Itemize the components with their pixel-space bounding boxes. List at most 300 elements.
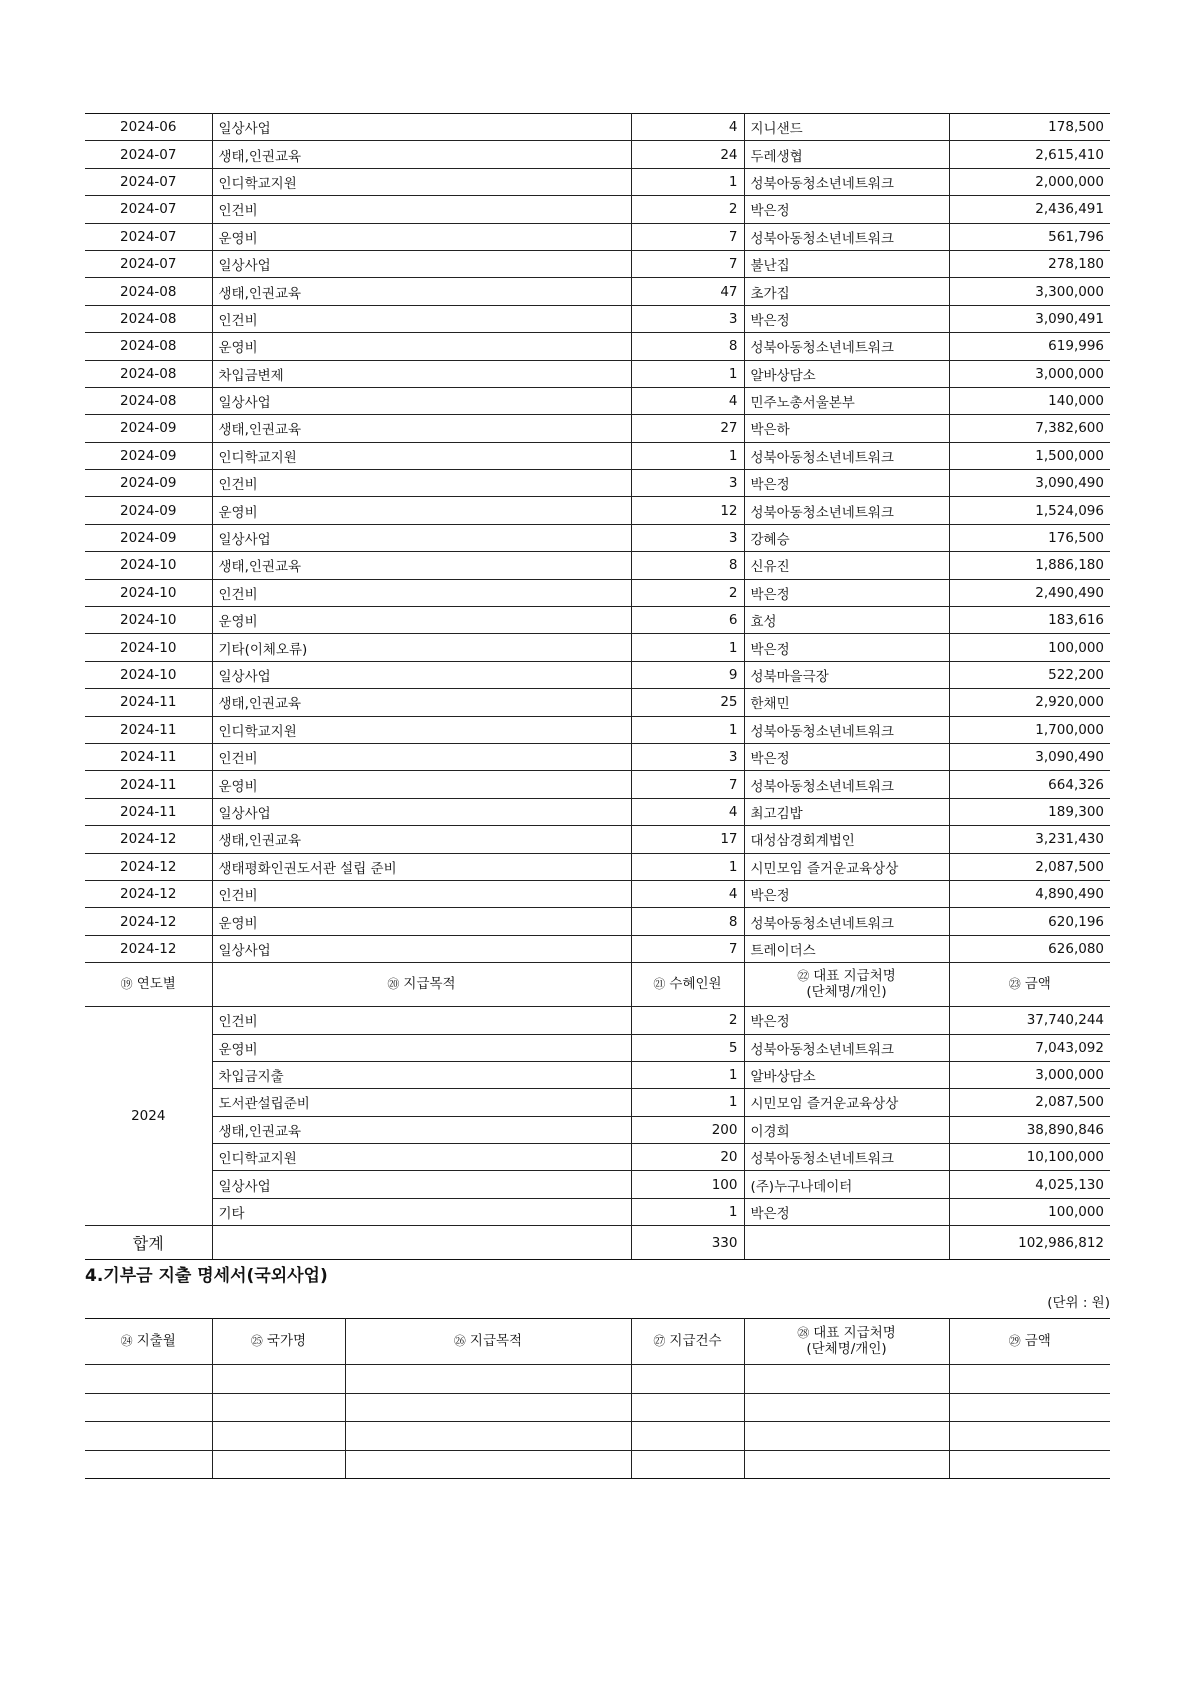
payee-cell: 알바상담소: [744, 360, 949, 387]
header-label: 지급목적: [469, 1332, 523, 1349]
amount-cell: 2,920,000: [949, 689, 1110, 716]
amount-cell: 176,500: [949, 524, 1110, 551]
item-number: ㉖: [453, 1333, 466, 1348]
payee-cell: 효성: [744, 607, 949, 634]
payee-cell: 박은정: [744, 305, 949, 332]
summary-row: [85, 1089, 1110, 1116]
payee-cell: 성북아동청소년네트워크: [744, 168, 949, 195]
count-cell: 8: [631, 552, 744, 579]
purpose-cell: 인건비: [212, 470, 631, 497]
count-cell: 2: [631, 579, 744, 606]
purpose-cell: 인건비: [212, 1007, 631, 1034]
purpose-cell: 인건비: [212, 579, 631, 606]
purpose-cell: 인디학교지원: [212, 1144, 631, 1171]
count-cell: 27: [631, 415, 744, 442]
month-cell: 2024-11: [85, 743, 212, 770]
unit-label: (단위 : 원): [1047, 1295, 1110, 1312]
payee-cell: 박은정: [744, 579, 949, 606]
summary-row: [85, 1034, 1110, 1061]
table-row: [85, 771, 1110, 798]
purpose-cell: 생태,인권교육: [212, 1116, 631, 1143]
month-cell: 2024-10: [85, 634, 212, 661]
empty-cell: [949, 1422, 1110, 1451]
amount-cell: 7,043,092: [949, 1034, 1110, 1061]
purpose-cell: 인디학교지원: [212, 168, 631, 195]
payee-cell: 성북마을극장: [744, 661, 949, 688]
amount-cell: 3,000,000: [949, 360, 1110, 387]
year-header: [85, 963, 212, 1007]
amount-cell: 3,231,430: [949, 826, 1110, 853]
empty-cell: [85, 1393, 212, 1422]
payee-cell: 두레생협: [744, 141, 949, 168]
payee-cell: 성북아동청소년네트워크: [744, 223, 949, 250]
count-cell: 3: [631, 305, 744, 332]
amount-cell: 3,090,490: [949, 470, 1110, 497]
item-number: ⑲: [120, 976, 133, 991]
empty-cell: [744, 1422, 949, 1451]
table-row: [85, 196, 1110, 223]
payee-cell: 불난집: [744, 250, 949, 277]
month-cell: 2024-12: [85, 853, 212, 880]
empty-cell: [631, 1365, 744, 1394]
amount-cell: 1,886,180: [949, 552, 1110, 579]
recipients-header: [631, 963, 744, 1007]
empty-row: [85, 1365, 1110, 1394]
summary-row: [85, 1171, 1110, 1198]
amount-cell: 38,890,846: [949, 1116, 1110, 1143]
count-cell: 7: [631, 935, 744, 962]
purpose-cell: 생태,인권교육: [212, 278, 631, 305]
table-row: [85, 826, 1110, 853]
payee-cell: (주)누구나데이터: [744, 1171, 949, 1198]
item-number: ㉓: [1008, 976, 1021, 991]
table-row: [85, 305, 1110, 332]
amount-cell: 3,090,490: [949, 743, 1110, 770]
header-label: 금액: [1024, 1332, 1051, 1349]
payee-cell: 성북아동청소년네트워크: [744, 716, 949, 743]
count-header: [631, 1319, 744, 1365]
month-cell: 2024-08: [85, 387, 212, 414]
summary-year-cell: 2024: [85, 1007, 212, 1226]
amount-cell: 7,382,600: [949, 415, 1110, 442]
document-page: [85, 113, 1110, 1479]
count-cell: 1: [631, 1198, 744, 1225]
purpose-cell: 생태,인권교육: [212, 415, 631, 442]
payee-cell: 박은정: [744, 1007, 949, 1034]
amount-cell: 619,996: [949, 333, 1110, 360]
purpose-cell: 일상사업: [212, 798, 631, 825]
count-cell: 9: [631, 661, 744, 688]
month-cell: 2024-07: [85, 168, 212, 195]
amount-cell: 278,180: [949, 250, 1110, 277]
item-number: ㉒: [797, 969, 810, 984]
payee-cell: 성북아동청소년네트워크: [744, 771, 949, 798]
count-cell: 1: [631, 853, 744, 880]
empty-cell: [345, 1450, 631, 1479]
empty-cell: [949, 1393, 1110, 1422]
purpose-cell: 인건비: [212, 305, 631, 332]
month-cell: 2024-12: [85, 826, 212, 853]
payee-cell: 박은정: [744, 743, 949, 770]
table-row: [85, 278, 1110, 305]
table-row: [85, 415, 1110, 442]
count-cell: 1: [631, 1061, 744, 1088]
table-row: [85, 935, 1110, 962]
empty-cell: [631, 1450, 744, 1479]
month-cell: 2024-10: [85, 579, 212, 606]
purpose-cell: 일상사업: [212, 250, 631, 277]
summary-row: [85, 1198, 1110, 1225]
amount-cell: 2,490,490: [949, 579, 1110, 606]
payee-cell: 최고김밥: [744, 798, 949, 825]
amount-cell: 100,000: [949, 634, 1110, 661]
amount-cell: 3,300,000: [949, 278, 1110, 305]
count-cell: 6: [631, 607, 744, 634]
table-row: [85, 634, 1110, 661]
amount-cell: 561,796: [949, 223, 1110, 250]
count-cell: 25: [631, 689, 744, 716]
count-cell: 8: [631, 333, 744, 360]
payee-cell: 이경희: [744, 1116, 949, 1143]
item-number: ㉗: [653, 1333, 666, 1348]
purpose-cell: 도서관설립준비: [212, 1089, 631, 1116]
count-cell: 1: [631, 168, 744, 195]
amount-cell: 178,500: [949, 114, 1110, 141]
payee-cell: 시민모임 즐거운교육상상: [744, 853, 949, 880]
purpose-header: [212, 963, 631, 1007]
summary-row: [85, 1116, 1110, 1143]
count-cell: 5: [631, 1034, 744, 1061]
purpose-cell: 인건비: [212, 880, 631, 907]
amount-cell: 183,616: [949, 607, 1110, 634]
purpose-cell: 인건비: [212, 743, 631, 770]
empty-cell: [345, 1365, 631, 1394]
payee-cell: 트레이더스: [744, 935, 949, 962]
purpose-cell: 운영비: [212, 607, 631, 634]
empty-cell: [949, 1365, 1110, 1394]
empty-cell: [345, 1393, 631, 1422]
empty-cell: [949, 1450, 1110, 1479]
count-cell: 7: [631, 223, 744, 250]
amount-cell: 2,087,500: [949, 1089, 1110, 1116]
amount-cell: 4,890,490: [949, 880, 1110, 907]
month-cell: 2024-09: [85, 415, 212, 442]
amount-cell: 2,436,491: [949, 196, 1110, 223]
amount-cell: 189,300: [949, 798, 1110, 825]
payee-cell: 성북아동청소년네트워크: [744, 333, 949, 360]
month-cell: 2024-07: [85, 223, 212, 250]
amount-cell: 1,500,000: [949, 442, 1110, 469]
month-cell: 2024-09: [85, 497, 212, 524]
amount-cell: 1,700,000: [949, 716, 1110, 743]
table-row: [85, 470, 1110, 497]
table-row: [85, 223, 1110, 250]
total-label: 합계: [85, 1226, 212, 1260]
header-label: 금액: [1024, 975, 1051, 992]
amount-cell: 100,000: [949, 1198, 1110, 1225]
empty-cell: [744, 1365, 949, 1394]
empty-cell: [85, 1365, 212, 1394]
empty-cell: [85, 1450, 212, 1479]
month-header: [85, 1319, 212, 1365]
purpose-header: [345, 1319, 631, 1365]
count-cell: 1: [631, 634, 744, 661]
summary-row: [85, 1061, 1110, 1088]
amount-cell: 2,615,410: [949, 141, 1110, 168]
month-cell: 2024-06: [85, 114, 212, 141]
count-cell: 4: [631, 798, 744, 825]
count-cell: 4: [631, 387, 744, 414]
count-cell: 4: [631, 114, 744, 141]
header-label: 지급목적: [403, 975, 456, 992]
amount-cell: 2,000,000: [949, 168, 1110, 195]
month-cell: 2024-09: [85, 442, 212, 469]
payee-cell: 민주노총서울본부: [744, 387, 949, 414]
payee-cell: 지니샌드: [744, 114, 949, 141]
table-row: [85, 141, 1110, 168]
month-cell: 2024-07: [85, 196, 212, 223]
table-row: [85, 689, 1110, 716]
payee-header: [744, 1319, 949, 1365]
table-row: [85, 114, 1110, 141]
header-label: 지출월: [136, 1332, 176, 1349]
payee-cell: 성북아동청소년네트워크: [744, 1034, 949, 1061]
count-cell: 4: [631, 880, 744, 907]
payee-cell: 시민모임 즐거운교육상상: [744, 1089, 949, 1116]
payee-cell: 박은정: [744, 880, 949, 907]
month-cell: 2024-11: [85, 716, 212, 743]
summary-row: [85, 1007, 1110, 1034]
month-cell: 2024-07: [85, 250, 212, 277]
count-cell: 1: [631, 1089, 744, 1116]
table-row: [85, 908, 1110, 935]
table-row: [85, 880, 1110, 907]
empty-cell: [744, 1450, 949, 1479]
purpose-cell: 인디학교지원: [212, 442, 631, 469]
header-sublabel: (단체명/개인): [806, 1340, 887, 1357]
month-cell: 2024-08: [85, 278, 212, 305]
table-row: [85, 716, 1110, 743]
payee-cell: 대성삼경회계법인: [744, 826, 949, 853]
count-cell: 7: [631, 771, 744, 798]
payee-cell: 초가집: [744, 278, 949, 305]
table-row: [85, 168, 1110, 195]
month-cell: 2024-12: [85, 908, 212, 935]
purpose-cell: 일상사업: [212, 1171, 631, 1198]
payee-cell: 박은정: [744, 196, 949, 223]
empty-cell: [212, 1365, 345, 1394]
empty-cell: [744, 1393, 949, 1422]
month-cell: 2024-08: [85, 333, 212, 360]
amount-cell: 4,025,130: [949, 1171, 1110, 1198]
count-cell: 3: [631, 524, 744, 551]
month-cell: 2024-12: [85, 880, 212, 907]
item-number: ㉘: [797, 1326, 810, 1341]
count-cell: 2: [631, 1007, 744, 1034]
amount-cell: 2,087,500: [949, 853, 1110, 880]
amount-cell: 10,100,000: [949, 1144, 1110, 1171]
count-cell: 7: [631, 250, 744, 277]
payee-header: [744, 963, 949, 1007]
header-label: 수혜인원: [669, 975, 722, 992]
payee-cell: 신유진: [744, 552, 949, 579]
amount-cell: 37,740,244: [949, 1007, 1110, 1034]
amount-cell: 1,524,096: [949, 497, 1110, 524]
payee-cell: 박은정: [744, 634, 949, 661]
total-row: [85, 1226, 1110, 1260]
amount-cell: 626,080: [949, 935, 1110, 962]
purpose-cell: 차입금변제: [212, 360, 631, 387]
amount-cell: 664,326: [949, 771, 1110, 798]
purpose-cell: 일상사업: [212, 114, 631, 141]
count-cell: 2: [631, 196, 744, 223]
table-row: [85, 524, 1110, 551]
purpose-cell: 기타(이체오류): [212, 634, 631, 661]
empty-cell: [345, 1422, 631, 1451]
empty-cell: [212, 1422, 345, 1451]
purpose-cell: 차입금지출: [212, 1061, 631, 1088]
item-number: ㉕: [250, 1333, 263, 1348]
table-row: [85, 250, 1110, 277]
count-cell: 3: [631, 743, 744, 770]
payee-cell: 알바상담소: [744, 1061, 949, 1088]
count-cell: 24: [631, 141, 744, 168]
country-header: [212, 1319, 345, 1365]
count-cell: 20: [631, 1144, 744, 1171]
payee-cell: 성북아동청소년네트워크: [744, 908, 949, 935]
purpose-cell: 운영비: [212, 1034, 631, 1061]
empty-cell: [631, 1393, 744, 1422]
empty-row: [85, 1422, 1110, 1451]
purpose-cell: 운영비: [212, 497, 631, 524]
empty-cell: [631, 1422, 744, 1451]
empty-cell: [212, 1393, 345, 1422]
table-row: [85, 579, 1110, 606]
count-cell: 8: [631, 908, 744, 935]
count-cell: 200: [631, 1116, 744, 1143]
payee-cell: 성북아동청소년네트워크: [744, 442, 949, 469]
month-cell: 2024-11: [85, 689, 212, 716]
count-cell: 12: [631, 497, 744, 524]
header-label: 국가명: [266, 1332, 307, 1349]
item-number: ⑳: [387, 976, 400, 991]
purpose-cell: 생태평화인권도서관 설립 준비: [212, 853, 631, 880]
month-cell: 2024-08: [85, 360, 212, 387]
purpose-cell: 기타: [212, 1198, 631, 1225]
amount-cell: 3,090,491: [949, 305, 1110, 332]
purpose-cell: 생태,인권교육: [212, 141, 631, 168]
amount-cell: 620,196: [949, 908, 1110, 935]
payee-cell: 강혜승: [744, 524, 949, 551]
purpose-cell: 인디학교지원: [212, 716, 631, 743]
empty-cell: [212, 1450, 345, 1479]
section-4-title: 4.기부금 지출 명세서(국외사업): [85, 1266, 328, 1287]
purpose-cell: 운영비: [212, 333, 631, 360]
purpose-cell: 인건비: [212, 196, 631, 223]
count-cell: 100: [631, 1171, 744, 1198]
purpose-cell: 운영비: [212, 771, 631, 798]
payee-cell: 박은하: [744, 415, 949, 442]
count-cell: 3: [631, 470, 744, 497]
amount-header: [949, 1319, 1110, 1365]
month-cell: 2024-10: [85, 552, 212, 579]
payee-cell: 박은정: [744, 470, 949, 497]
amount-cell: 3,000,000: [949, 1061, 1110, 1088]
count-cell: 17: [631, 826, 744, 853]
amount-cell: 140,000: [949, 387, 1110, 414]
purpose-cell: 일상사업: [212, 935, 631, 962]
empty-row: [85, 1393, 1110, 1422]
month-cell: 2024-09: [85, 524, 212, 551]
total-count: 330: [631, 1226, 744, 1260]
count-cell: 1: [631, 716, 744, 743]
donation-expense-table: [85, 113, 1110, 1260]
purpose-cell: 일상사업: [212, 387, 631, 414]
count-cell: 1: [631, 360, 744, 387]
table-row: [85, 360, 1110, 387]
foreign-expense-table: [85, 1318, 1110, 1479]
payee-cell: 한채민: [744, 689, 949, 716]
month-cell: 2024-11: [85, 771, 212, 798]
month-cell: 2024-12: [85, 935, 212, 962]
table-row: [85, 552, 1110, 579]
empty-row: [85, 1450, 1110, 1479]
header-label: 대표 지급처명: [813, 968, 896, 985]
header-sublabel: (단체명/개인): [806, 983, 887, 1000]
summary-row: [85, 1144, 1110, 1171]
month-cell: 2024-11: [85, 798, 212, 825]
total-amount: 102,986,812: [949, 1226, 1110, 1260]
purpose-cell: 생태,인권교육: [212, 689, 631, 716]
month-cell: 2024-10: [85, 607, 212, 634]
count-cell: 1: [631, 442, 744, 469]
table-row: [85, 798, 1110, 825]
header-label: 연도별: [136, 975, 176, 992]
item-number: ㉑: [653, 976, 666, 991]
purpose-cell: 생태,인권교육: [212, 552, 631, 579]
item-number: ㉔: [120, 1333, 133, 1348]
purpose-cell: 운영비: [212, 908, 631, 935]
empty-cell: [85, 1422, 212, 1451]
foreign-header-row: [85, 1319, 1110, 1365]
item-number: ㉙: [1008, 1333, 1021, 1348]
month-cell: 2024-07: [85, 141, 212, 168]
header-label: 대표 지급처명: [813, 1325, 896, 1342]
amount-header: [949, 963, 1110, 1007]
header-label: 지급건수: [669, 1332, 722, 1349]
payee-cell: 성북아동청소년네트워크: [744, 1144, 949, 1171]
summary-header-row: [85, 963, 1110, 1007]
table-row: [85, 387, 1110, 414]
purpose-cell: 일상사업: [212, 524, 631, 551]
table-row: [85, 661, 1110, 688]
table-row: [85, 607, 1110, 634]
month-cell: 2024-10: [85, 661, 212, 688]
table-row: [85, 442, 1110, 469]
table-row: [85, 743, 1110, 770]
table-row: [85, 497, 1110, 524]
month-cell: 2024-09: [85, 470, 212, 497]
count-cell: 47: [631, 278, 744, 305]
payee-cell: 박은정: [744, 1198, 949, 1225]
table-row: [85, 333, 1110, 360]
month-cell: 2024-08: [85, 305, 212, 332]
table-row: [85, 853, 1110, 880]
total-empty: [212, 1226, 631, 1260]
payee-cell: 성북아동청소년네트워크: [744, 497, 949, 524]
total-empty: [744, 1226, 949, 1260]
amount-cell: 522,200: [949, 661, 1110, 688]
